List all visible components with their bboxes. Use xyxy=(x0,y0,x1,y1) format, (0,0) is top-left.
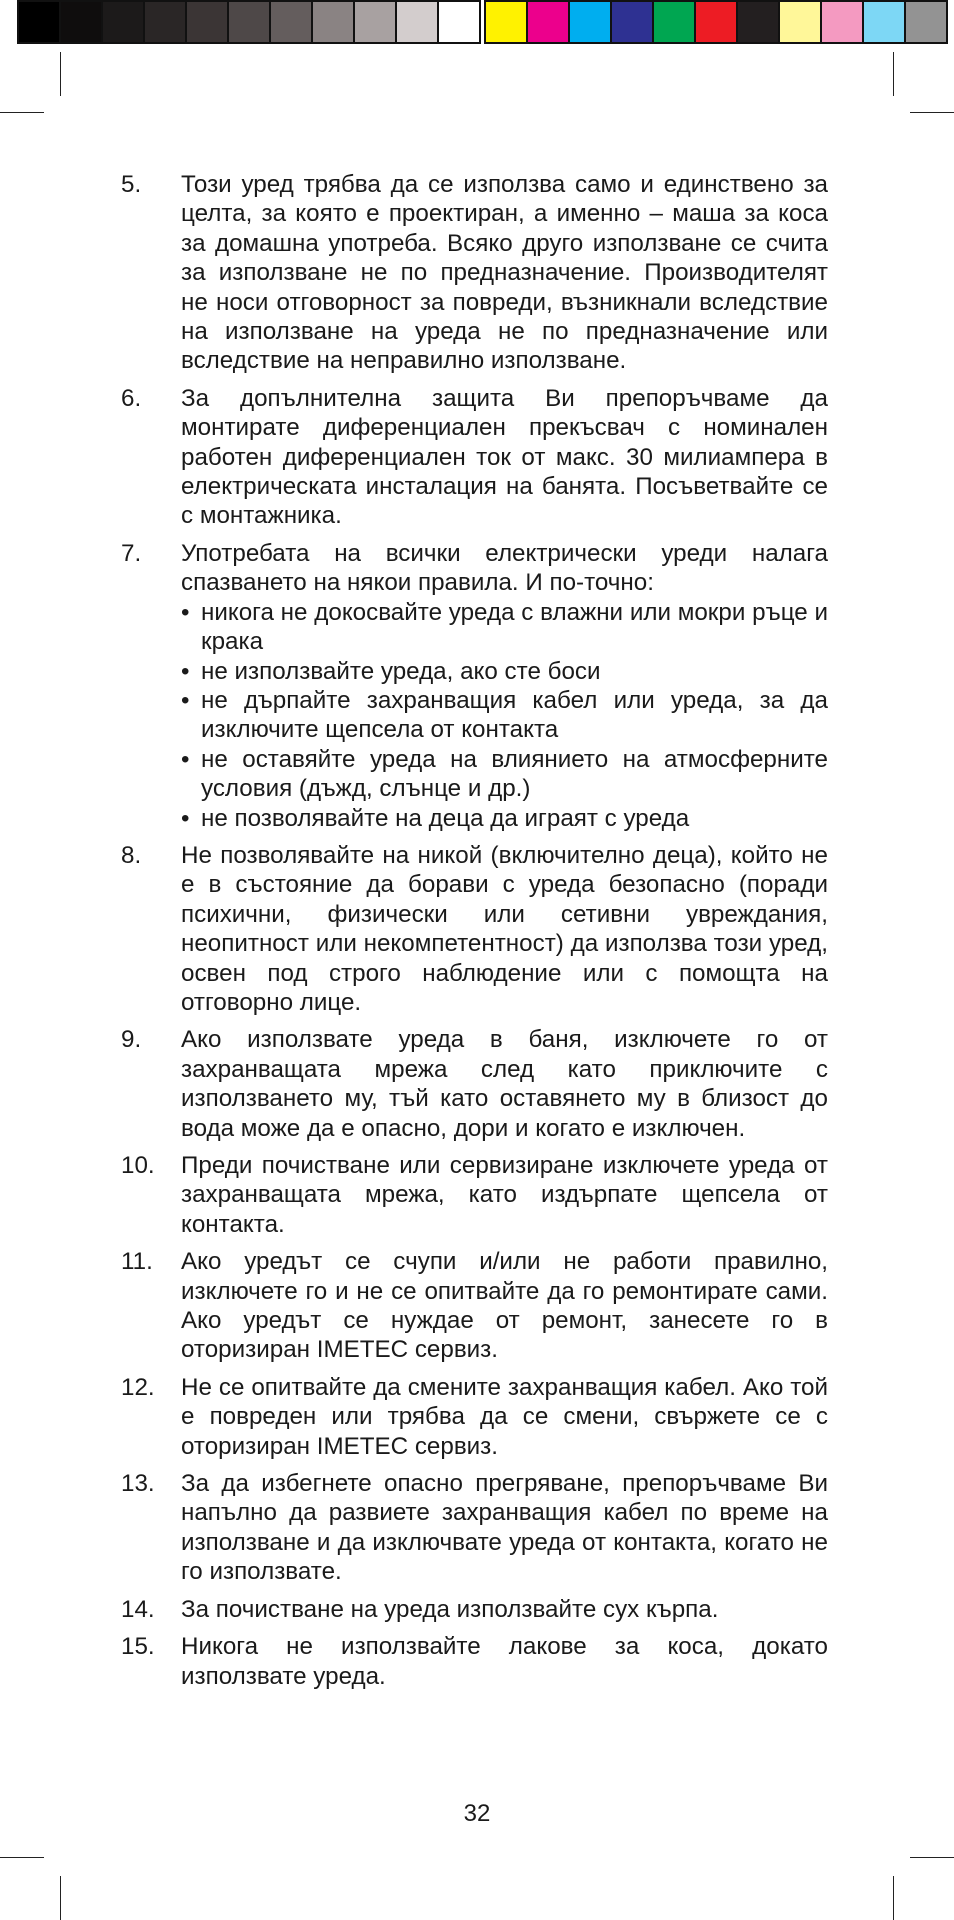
list-item xyxy=(121,539,828,833)
item-text: Ако уредът се счупи и/или не работи правилно, изключете го и не се опитвайте да го ремонтирате сами. Ако уредът се нуждае от ремонт, занесете го в оторизиран IMETEC сервиз. xyxy=(181,1248,828,1364)
item-body xyxy=(181,539,828,833)
list-item xyxy=(121,1373,828,1461)
crop-mark xyxy=(910,112,954,113)
color-swatch xyxy=(395,0,439,44)
item-number: 9. xyxy=(121,1026,142,1054)
color-swatch xyxy=(484,0,528,44)
color-swatch xyxy=(610,0,654,44)
bullet-item: • не оставяйте уреда на влиянието на атмосферните условия (дъжд, слънце и др.) xyxy=(181,745,828,804)
item-text: Не се опитвайте да смените захранващия кабел. Ако той е повреден или трябва да се смени, свържете се с оторизиран IMETEC сервиз. xyxy=(181,1373,828,1460)
color-swatch xyxy=(17,0,61,44)
color-swatch xyxy=(269,0,313,44)
item-body xyxy=(181,1469,828,1587)
item-number: 7. xyxy=(121,539,142,567)
list-item xyxy=(121,1632,828,1691)
item-number: 5. xyxy=(121,171,142,198)
color-swatch xyxy=(652,0,696,44)
grayscale-calibration-bar xyxy=(17,0,479,44)
crop-mark xyxy=(0,112,44,113)
list-item xyxy=(121,384,828,531)
list-item xyxy=(121,1469,828,1587)
item-body xyxy=(181,1632,828,1691)
item-number: 6. xyxy=(121,384,142,412)
safety-instructions-list xyxy=(121,170,828,1699)
item-body xyxy=(181,1247,828,1365)
bullet-item: • не дърпайте захранващия кабел или уреда, за да изключите щепсела от контакта xyxy=(181,686,828,745)
color-swatch xyxy=(437,0,481,44)
color-swatch xyxy=(59,0,103,44)
crop-mark xyxy=(893,52,894,96)
color-swatch xyxy=(820,0,864,44)
item-body xyxy=(181,841,828,1017)
crop-mark xyxy=(910,1857,954,1858)
crop-mark xyxy=(60,52,61,96)
crop-mark xyxy=(60,1876,61,1920)
color-swatch xyxy=(694,0,738,44)
item-text: Никога не използвайте лакове за коса, докато използвате уреда. xyxy=(181,1633,828,1690)
list-item xyxy=(121,841,828,1017)
color-swatch xyxy=(778,0,822,44)
item-number: 11. xyxy=(121,1248,153,1276)
color-swatch xyxy=(526,0,570,44)
item-number: 10. xyxy=(121,1152,155,1179)
item-text: Този уред трябва да се използва само и единствено за целта, за която е проектиран, а именно – маша за коса за домашна употреба. Всяко друго използване се счита за използване не по предназначение. Производителят не носи отговорност за повреди, възникнали вследствие на използване на уреда не по предназначение или вследствие на неправилно използване. xyxy=(181,171,828,375)
item-number: 14. xyxy=(121,1595,155,1623)
item-text: За почистване на уреда използвайте сух кърпа. xyxy=(181,1595,719,1623)
color-swatch xyxy=(311,0,355,44)
list-item xyxy=(121,1595,828,1624)
bullet-item: • никога не докосвайте уреда с влажни или мокри ръце и крака xyxy=(181,598,828,657)
item-number: 8. xyxy=(121,841,142,869)
item-number: 13. xyxy=(121,1470,155,1498)
item-body xyxy=(181,170,828,376)
item-number: 15. xyxy=(121,1633,155,1661)
color-swatch xyxy=(353,0,397,44)
color-swatch xyxy=(862,0,906,44)
item-number: 12. xyxy=(121,1373,155,1401)
color-swatch xyxy=(143,0,187,44)
list-item xyxy=(121,1025,828,1143)
item-text: Не позволявайте на никой (включително деца), който не е в състояние да борави с уреда безопасно (поради психични, физически или сетивни увреждания, неопитност или некомпетентност) да използва този уред, освен под строго наблюдение или с помощта на отговорно лице. xyxy=(181,841,828,1016)
list-item xyxy=(121,170,828,376)
color-swatch xyxy=(736,0,780,44)
item-text: Преди почистване или сервизиране изключете уреда от захранващата мрежа, като издърпате щепсела от контакта. xyxy=(181,1152,828,1238)
color-swatch xyxy=(904,0,948,44)
bullet-list xyxy=(181,598,828,833)
item-body xyxy=(181,1595,828,1624)
item-text: За да избегнете опасно прегряване, препоръчваме Ви напълно да развиете захранващия кабел по време на използване и да изключвате уреда от контакта, когато не го използвате. xyxy=(181,1470,828,1586)
color-calibration-bar xyxy=(484,0,946,44)
item-text: За допълнителна защита Ви препоръчваме да монтирате диференциален прекъсвач с номинален работен диференциален ток от макс. 30 милиампера в електрическата инсталация на банята. Посъветвайте се с монтажника. xyxy=(181,384,828,530)
page-number: 32 xyxy=(463,1800,491,1827)
color-swatch xyxy=(101,0,145,44)
color-swatch xyxy=(568,0,612,44)
item-body xyxy=(181,1025,828,1143)
crop-mark xyxy=(893,1876,894,1920)
bullet-item: • не използвайте уреда, ако сте боси xyxy=(181,657,828,686)
item-body xyxy=(181,384,828,531)
color-swatch xyxy=(185,0,229,44)
item-body xyxy=(181,1373,828,1461)
item-body xyxy=(181,1151,828,1239)
item-text: Ако използвате уреда в баня, изключете го от захранващата мрежа след като приключите с използването му, тъй като оставянето му в близост до вода може да е опасно, дори и когато е изключен. xyxy=(181,1026,828,1142)
item-text: Употребата на всички електрически уреди налага спазването на някои правила. И по-точно: xyxy=(181,539,828,597)
crop-mark xyxy=(0,1857,44,1858)
color-swatch xyxy=(227,0,271,44)
list-item xyxy=(121,1151,828,1239)
list-item xyxy=(121,1247,828,1365)
bullet-item: • не позволявайте на деца да играят с уреда xyxy=(181,804,828,833)
